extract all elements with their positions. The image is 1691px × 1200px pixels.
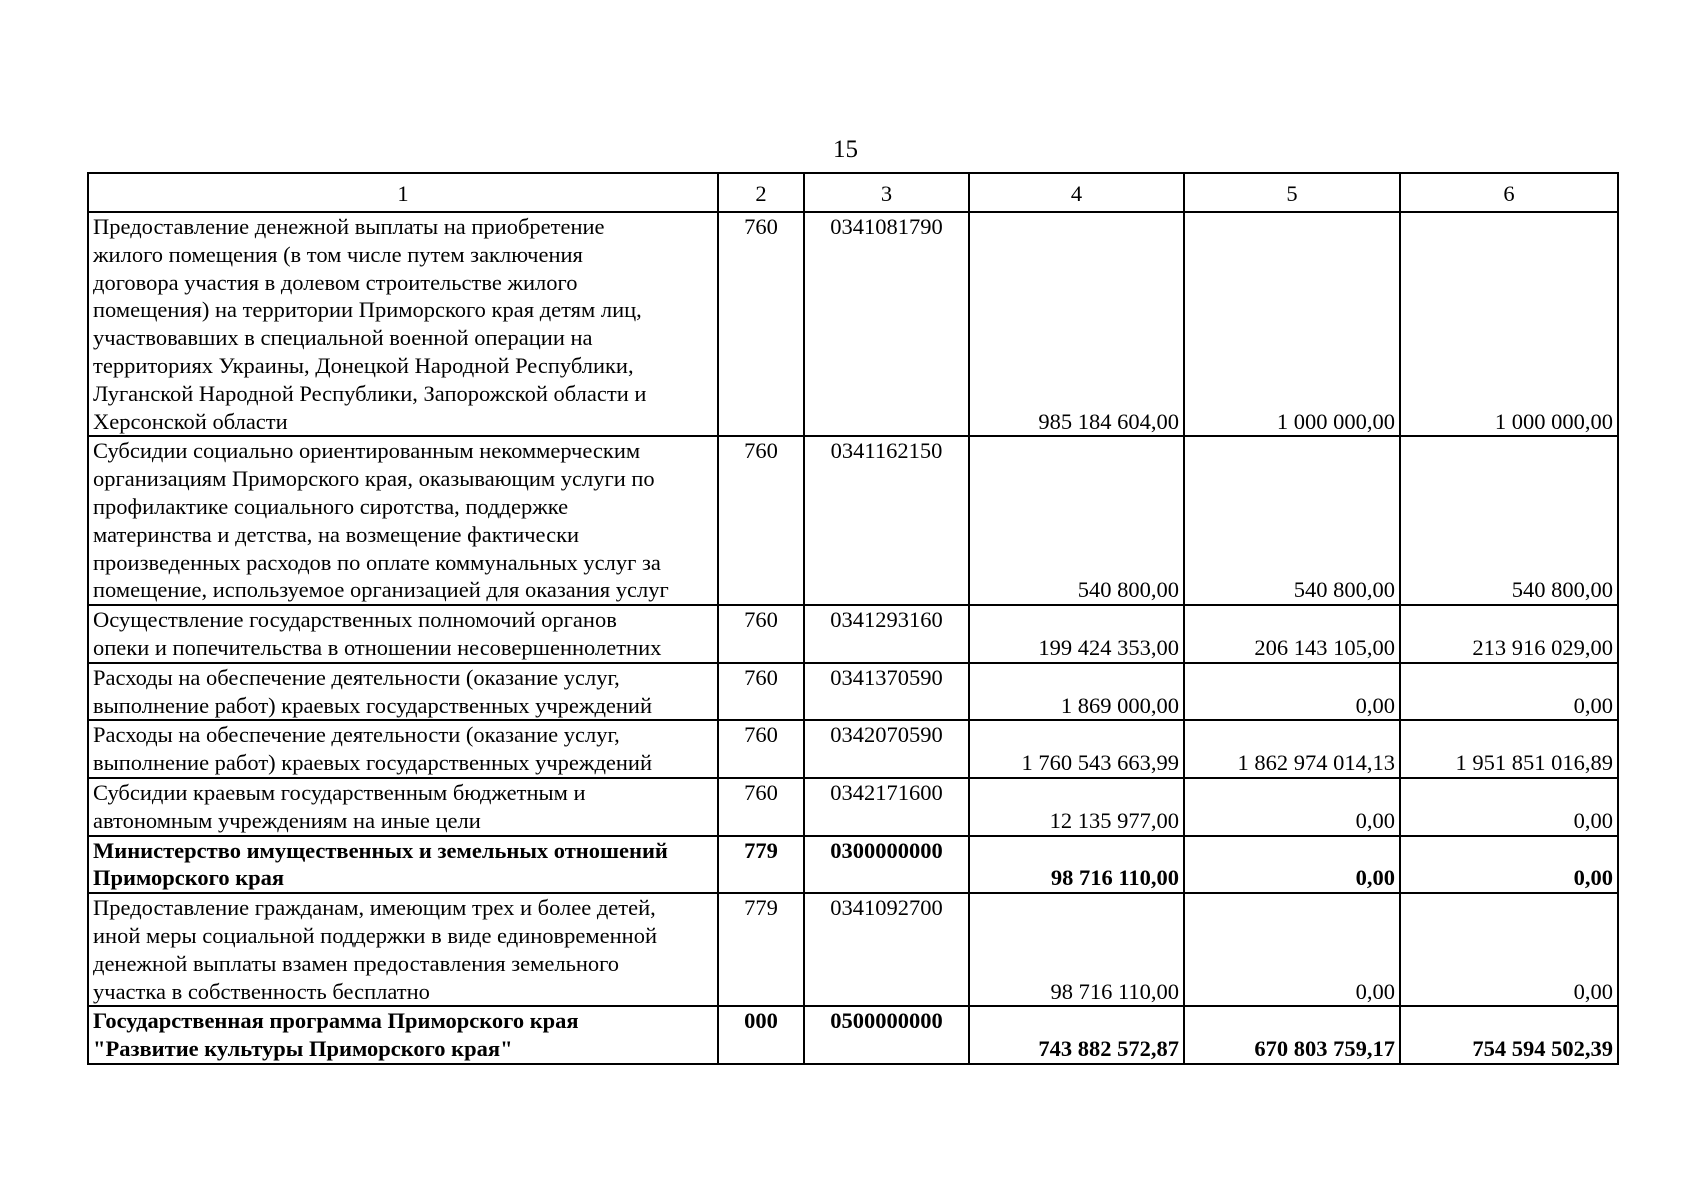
table-row [88,1006,1618,1064]
description-line: Луганской Народной Республики, Запорожской области и [93,380,647,406]
row-description [88,778,718,836]
column-header-2: 2 [718,173,804,212]
row-grbs-code: 760 [718,663,804,721]
row-value-col6: 1 000 000,00 [1400,212,1618,436]
description-line: договора участия в долевом строительстве жилого [93,269,578,295]
table-row [88,778,1618,836]
description-line: денежной выплаты взамен предоставления земельного [93,950,620,976]
column-header-5: 5 [1184,173,1400,212]
row-value-col4: 98 716 110,00 [969,836,1184,894]
table-row [88,605,1618,663]
description-line: организациям Приморского края, оказывающим услуги по [93,466,655,492]
row-grbs-code: 760 [718,436,804,605]
row-value-col4: 12 135 977,00 [969,778,1184,836]
row-value-col5: 670 803 759,17 [1184,1006,1400,1064]
table-row [88,212,1618,436]
table-row [88,720,1618,778]
row-value-col6: 540 800,00 [1400,436,1618,605]
row-grbs-code: 000 [718,1006,804,1064]
description-line: Расходы на обеспечение деятельности (оказание услуг, [93,722,620,748]
description-line: выполнение работ) краевых государственных учреждений [93,750,653,776]
row-value-col5: 0,00 [1184,778,1400,836]
row-csr-code: 0342171600 [804,778,969,836]
row-value-col5: 0,00 [1184,663,1400,721]
table-row [88,893,1618,1006]
description-line: автономным учреждениям на иные цели [93,807,481,833]
row-value-col4: 98 716 110,00 [969,893,1184,1006]
row-value-col5: 206 143 105,00 [1184,605,1400,663]
table-row [88,836,1618,894]
row-value-col6: 0,00 [1400,836,1618,894]
row-csr-code: 0341081790 [804,212,969,436]
table-body [88,212,1618,1064]
row-value-col6: 0,00 [1400,893,1618,1006]
row-csr-code: 0341370590 [804,663,969,721]
row-value-col5: 0,00 [1184,893,1400,1006]
row-grbs-code: 760 [718,778,804,836]
budget-table [87,172,1619,1065]
description-line: помещения) на территории Приморского края детям лиц, [93,297,642,323]
description-line: Расходы на обеспечение деятельности (оказание услуг, [93,664,620,690]
row-description [88,720,718,778]
page-number: 15 [833,136,858,163]
row-description [88,212,718,436]
description-line: Субсидии социально ориентированным некоммерческим [93,438,641,464]
row-value-col6: 754 594 502,39 [1400,1006,1618,1064]
row-description [88,1006,718,1064]
description-line: Приморского края [93,865,285,891]
row-description [88,836,718,894]
row-value-col4: 985 184 604,00 [969,212,1184,436]
row-value-col4: 1 869 000,00 [969,663,1184,721]
row-value-col6: 213 916 029,00 [1400,605,1618,663]
row-value-col4: 1 760 543 663,99 [969,720,1184,778]
row-grbs-code: 760 [718,605,804,663]
row-value-col6: 0,00 [1400,778,1618,836]
description-line: опеки и попечительства в отношении несовершеннолетних [93,634,662,660]
row-csr-code: 0500000000 [804,1006,969,1064]
table-header-row [88,173,1618,212]
description-line: Осуществление государственных полномочий органов [93,607,617,633]
row-grbs-code: 760 [718,212,804,436]
row-value-col4: 743 882 572,87 [969,1006,1184,1064]
description-line: произведенных расходов по оплате коммунальных услуг за [93,549,661,575]
description-line: Херсонской области [93,408,288,434]
description-line: Государственная программа Приморского края [93,1008,579,1034]
description-line: участвовавших в специальной военной операции на [93,325,593,351]
row-csr-code: 0341092700 [804,893,969,1006]
description-line: "Развитие культуры Приморского края" [93,1036,513,1062]
row-value-col4: 199 424 353,00 [969,605,1184,663]
description-line: территориях Украины, Донецкой Народной Республики, [93,352,634,378]
row-value-col6: 0,00 [1400,663,1618,721]
description-line: выполнение работ) краевых государственных учреждений [93,692,653,718]
row-description [88,663,718,721]
row-description [88,436,718,605]
description-line: Предоставление денежной выплаты на приобретение [93,214,605,239]
column-header-4: 4 [969,173,1184,212]
row-value-col5: 1 862 974 014,13 [1184,720,1400,778]
description-line: помещение, используемое организацией для оказания услуг [93,577,669,603]
description-line: Предоставление гражданам, имеющим трех и более детей, [93,895,656,921]
row-value-col5: 0,00 [1184,836,1400,894]
row-description [88,893,718,1006]
row-grbs-code: 779 [718,893,804,1006]
column-header-3: 3 [804,173,969,212]
table-row [88,663,1618,721]
column-header-1: 1 [88,173,718,212]
description-line: материнства и детства, на возмещение фактически [93,521,580,547]
description-line: жилого помещения (в том числе путем заключения [93,241,583,267]
row-csr-code: 0342070590 [804,720,969,778]
description-line: Субсидии краевым государственным бюджетным и [93,779,586,805]
row-value-col6: 1 951 851 016,89 [1400,720,1618,778]
row-grbs-code: 760 [718,720,804,778]
description-line: участка в собственность бесплатно [93,978,430,1004]
row-description [88,605,718,663]
description-line: профилактике социального сиротства, поддержке [93,493,569,519]
row-csr-code: 0300000000 [804,836,969,894]
description-line: Министерство имущественных и земельных отношений [93,837,668,863]
description-line: иной меры социальной поддержки в виде единовременной [93,922,657,948]
row-value-col5: 540 800,00 [1184,436,1400,605]
row-value-col5: 1 000 000,00 [1184,212,1400,436]
row-value-col4: 540 800,00 [969,436,1184,605]
column-header-6: 6 [1400,173,1618,212]
table-row [88,436,1618,605]
row-csr-code: 0341162150 [804,436,969,605]
row-grbs-code: 779 [718,836,804,894]
row-csr-code: 0341293160 [804,605,969,663]
